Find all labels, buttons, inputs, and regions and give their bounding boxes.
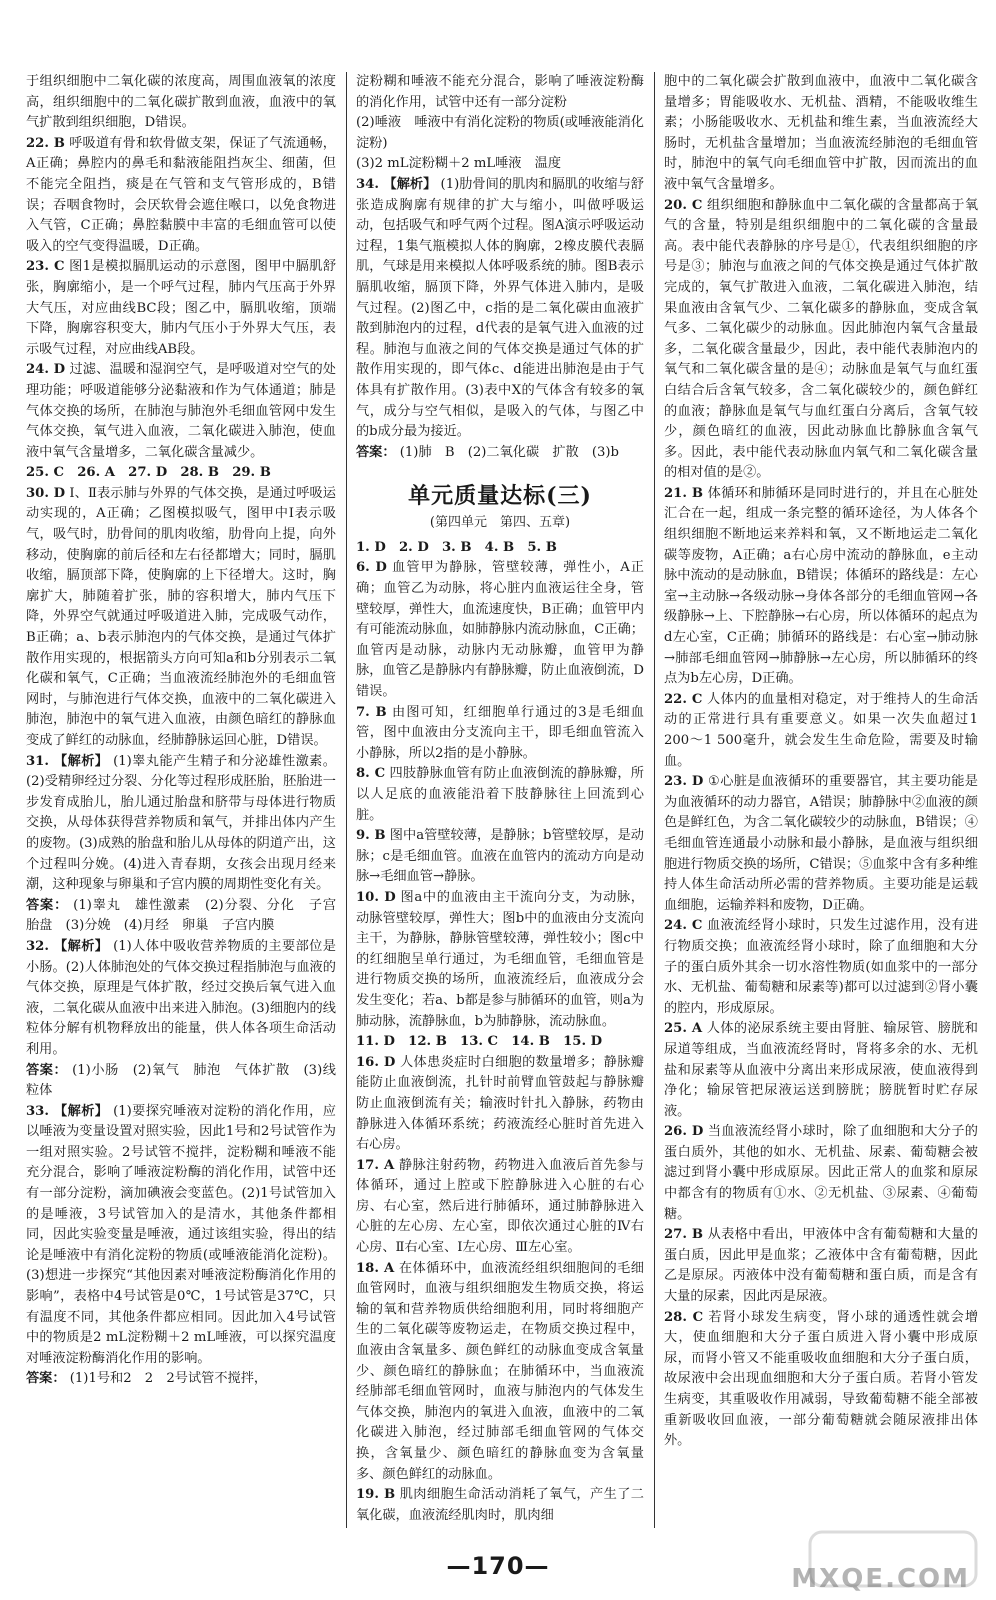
item-number: 32. 【解析】 xyxy=(26,938,109,954)
item-number: 20. C xyxy=(664,197,703,213)
item-number: 25. C 26. A 27. D 28. B 29. B xyxy=(26,465,271,481)
answer-item xyxy=(26,752,336,896)
item-text: 人体的泌尿系统主要由肾脏、输尿管、膀胱和尿道等组成，当血液流经肾时，肾将多余的水、无机盐和尿素等从血液中分离出来形成尿液，使血液得到净化；输尿管把尿液运送到膀胱；膀胱暂时贮存尿液。 xyxy=(664,1021,978,1119)
item-text: 人体患炎症时白细胞的数量增多；静脉瓣能防止血液倒流，扎针时前臂血管鼓起与静脉瓣防止血液倒流有关；输液时针扎入静脉，药物由静脉进入体循环系统；药液流经心脏时首先进入右心房。 xyxy=(356,1054,644,1153)
column-divider-right xyxy=(654,72,655,1528)
item-text: (1)肋骨间的肌肉和膈肌的收缩与舒张造成胸廓有规律的扩大与缩小，叫做呼吸运动，包括吸气和呼气两个过程。图A演示呼吸运动过程，1集气瓶模拟人体的胸廓，2橡皮膜代表膈肌，气球是用来模拟人体呼吸系统的肺。图B表示膈肌收缩，膈顶下降，外界气体进入肺内，是吸气过程。(2)图乙中，c指的是二氧化碳由血液扩散到肺泡内的过程，d代表的是氧气进入血液的过程。肺泡与血液之间的气体交换是通过气体的扩散作用实现的，即气体c、d能进出肺泡是由于气体具有扩散作用。(3)表中X的气体含有较多的氧气，成分与空气相似，是吸入的气体，与图乙中的b成分最为接近。 xyxy=(356,176,644,440)
watermark-text: MXQE.COM xyxy=(791,1564,970,1594)
column-divider-left xyxy=(346,72,347,1528)
item-text: 在体循环中，血液流经组织细胞间的毛细血管网时，血液与组织细胞发生物质交换，将运输的氧和营养物质供给细胞利用，同时将细胞产生的二氧化碳等废物运走，在物质交换过程中，血液由含氧量多、颜色鲜红的动脉血变成含氧量少、颜色暗红的静脉血；在肺循环中，当血液流经肺部毛细血管网时，血液与肺泡内的气体发生气体交换，肺泡内的氧进入血液，血液中的二氧化碳进入肺泡，经过肺部毛细血管网的气体交换，含氧量少、颜色暗红的静脉血变为含氧量多、颜色鲜红的动脉血。 xyxy=(356,1260,644,1482)
item-text: 静脉注射药物，药物进入血液后首先参与体循环，通过上腔或下腔静脉进入心脏的右心房、右心室，然后进行肺循环，通过肺静脉进入心脏的左心房、左心室，即依次通过心脏的Ⅳ右心房、Ⅱ右心室、Ⅰ左心房、Ⅲ左心室。 xyxy=(356,1157,644,1256)
item-text: 呼吸道有骨和软骨做支架，保证了气流通畅，A正确；鼻腔内的鼻毛和黏液能阻挡灰尘、细菌，但不能完全阻挡，痰是在气管和支气管形成的，B错误；吞咽食物时，会厌软骨会遮住喉口，以免食物进入气管，C正确；鼻腔黏膜中丰富的毛细血管可以使吸入的空气变得温暖，D正确。 xyxy=(26,135,336,254)
item-number: 10. D xyxy=(356,889,396,905)
answer-item xyxy=(356,1156,644,1259)
answer-item xyxy=(356,443,644,464)
item-text: (1)睾丸 雄性激素 (2)分裂、分化 子宫 胎盘 (3)分娩 (4)月经 卵巢 子宫内膜 xyxy=(26,897,350,934)
item-number: 8. C xyxy=(356,766,386,782)
item-number: 28. C xyxy=(664,1309,704,1325)
item-text: 过滤、温暖和湿润空气，是呼吸道对空气的处理功能；呼吸道能够分泌黏液和作为气体通道；肺是气体交换的场所，在肺泡与肺泡外毛细血管网中发生气体交换，氧气进入血液，二氧化碳进入肺泡，使血液中氧气含量增多，二氧化碳含量减少。 xyxy=(26,362,336,460)
item-number: 19. B xyxy=(356,1487,396,1503)
section-subtitle: (第四单元 第四、五章) xyxy=(429,515,571,531)
item-text: ①心脏是血液循环的重要器官，其主要功能是为血液循环的动力器官，A错误；肺静脉中②血液的颜色是鲜红色，为含二氧化碳较少的动脉血，B错误；④毛细血管连通最小动脉和最小静脉，是血液与组织细胞进行物质交换的场所，C错误；⑤血浆中含有多种维持人体生命活动所必需的营养物质。主要功能是运载血细胞，运输养料和废物，D正确。 xyxy=(664,774,978,913)
item-number: 11. D 12. B 13. C 14. B 15. D xyxy=(356,1034,603,1050)
answer-item xyxy=(664,1019,978,1122)
item-number: 34. 【解析】 xyxy=(356,176,437,192)
item-text: (1)小肠 (2)氧气 肺泡 气体扩散 (3)线粒体 xyxy=(26,1062,336,1099)
item-text: 胞中的二氧化碳会扩散到血液中，血液中二氧化碳含量增多；胃能吸收水、无机盐、酒精，不能吸收维生素；小肠能吸收水、无机盐和维生素，当血液流经大肠时，无机盐含量增加；当血液流经肺泡的毛细血管时，肺泡中的氧气向毛细血管中扩散，因而流出的血液中氧气含量增多。 xyxy=(664,74,978,192)
item-number: 17. A xyxy=(356,1157,395,1173)
answer-item xyxy=(356,703,644,765)
answer-item xyxy=(664,484,978,690)
middle-column xyxy=(352,72,648,1528)
item-text: 淀粉糊和唾液不能充分混合，影响了唾液淀粉酶的消化作用，试管中还有一部分淀粉 xyxy=(356,74,644,110)
item-number: 31. 【解析】 xyxy=(26,753,109,769)
item-number: 9. B xyxy=(356,828,386,844)
item-text: (1)1号和2 2 2号试管不搅拌， xyxy=(69,1371,268,1387)
item-number: 26. D xyxy=(664,1124,704,1140)
answer-item xyxy=(356,1053,644,1156)
answer-item xyxy=(664,772,978,916)
item-number: 25. A xyxy=(664,1021,703,1037)
answer-item xyxy=(664,1225,978,1307)
item-text: (1)肺 B (2)二氧化碳 扩散 (3)b xyxy=(399,444,620,460)
answer-item xyxy=(664,1308,978,1452)
answer-item xyxy=(664,1122,978,1225)
answer-item xyxy=(26,463,336,484)
answer-item xyxy=(356,888,644,1032)
answer-item xyxy=(26,1102,336,1370)
item-number: 30. D xyxy=(26,485,66,501)
answer-item xyxy=(26,896,350,937)
answer-item xyxy=(356,113,644,154)
answer-item xyxy=(356,826,644,888)
answer-item xyxy=(356,558,644,702)
item-text: 从表格中看出，甲液体中含有葡萄糖和大量的蛋白质，因此甲是血浆；乙液体中含有葡萄糖，因此乙是原尿。丙液体中没有葡萄糖和蛋白质，而是含有大量的尿素，因此丙是尿液。 xyxy=(664,1227,978,1305)
item-text: (1)要探究唾液对淀粉的消化作用，应以唾液为变量设置对照实验，因此1号和2号试管作为一组对照实验。2号试管不搅拌，淀粉糊和唾液不能充分混合，影响了唾液淀粉酶的消化作用，试管中还有一部分淀粉，滴加碘液会变蓝色。(2)1号试管加入的是唾液，3号试管加入的是清水，其他条件都相同，因此实验变量是唾液，通过该组实验，得出的结论是唾液中有消化淀粉的物质(或唾液能消化淀粉)。(3)想进一步探究“其他因素对唾液淀粉酶消化作用的影响”，表格中4号试管是0℃，1号试管是37℃，只有温度不同，其他条件都应相同。因此加入4号试管中的物质是2 mL淀粉糊＋2 mL唾液，可以探究温度对唾液淀粉酶消化作用的影响。 xyxy=(26,1103,336,1366)
answer-item xyxy=(356,1485,644,1526)
item-number: 23. D xyxy=(664,774,704,790)
item-text: (1)睾丸能产生精子和分泌雄性激素。(2)受精卵经过分裂、分化等过程形成胚胎，胚胎进一步发育成胎儿，胎儿通过胎盘和脐带与母体进行物质交换，从母体获得营养物质和氧气，并排出体内产生的废物。(3)成熟的胎盘和胎儿从母体的阴道产出，这个过程叫分娩。(4)进入青春期，女孩会出现月经来潮，这种现象与卵巢和子宫内膜的周期性变化有关。 xyxy=(26,753,336,893)
answer-item xyxy=(26,72,336,134)
item-text: 人体内的血量相对稳定，对于维持人的生命活动的正常进行具有重要意义。如果一次失血超过1 200～1 500毫升，就会发生生命危险，需要及时输血。 xyxy=(664,691,979,769)
item-text: 组织细胞和静脉血中二氧化碳的含量都高于氧气的含量，特别是组织细胞中的二氧化碳的含量最高。表中能代表静脉的序号是①，代表组织细胞的序号是③；肺泡与血液之间的气体交换是通过气体扩散完成的，氧气扩散进入血液，二氧化碳进入肺泡，结果血液由含氧气少、二氧化碳多的静脉血，变成含氧气多、二氧化碳少的动脉血。因此肺泡内氧气含量最多，二氧化碳含量最少，因此，表中能代表肺泡内的氧气和二氧化碳含量的是④；动脉血是氧气与血红蛋白结合后含氧气较多，含二氧化碳较少的，颜色鲜红的血液；静脉血是氧气与血红蛋白分离后，含氧气较少，颜色暗红的血液，因此动脉血比静脉血含氧气多。因此，表中能代表动脉血内氧气和二氧化碳含量的相对值的是②。 xyxy=(664,197,979,481)
middle-column-top xyxy=(356,72,644,463)
answer-item xyxy=(356,538,644,559)
item-text: (1)人体中吸收营养物质的主要部位是小肠。(2)人体肺泡处的气体交换过程指肺泡与血液的气体交换，原理是气体扩散，经过交换后氧气进入血液，二氧化碳从血液中出来进入肺泡。(3)细胞内的线粒体分解有机物释放出的能量，供人体各项生命活动利用。 xyxy=(26,938,336,1057)
item-text: 图中a管壁较薄，是静脉；b管壁较厚，是动脉；c是毛细血管。血液在血管内的流动方向是动脉→毛细血管→静脉。 xyxy=(356,828,644,885)
answer-item xyxy=(356,154,644,175)
item-text: 肌肉细胞生命活动消耗了氧气，产生了二氧化碳，血液流经肌肉时，肌肉细 xyxy=(356,1487,644,1523)
item-text: 体循环和肺循环是同时进行的，并且在心脏处汇合在一起，组成一条完整的循环途径，为人体各个组织细胞不断地运来养料和氧，又不断地运走二氧化碳等废物，A正确；a右心房中流动的静脉血，e主动脉中流动的是动脉血，B错误；体循环的路线是：左心室→主动脉→各级动脉→身体各部分的毛细血管网→各级静脉→上、下腔静脉→右心房，所以体循环的起点为d左心室，C正确；肺循环的路线是：右心室→肺动脉→肺部毛细血管网→肺静脉→左心房，所以肺循环的终点为b左心房，D正确。 xyxy=(664,485,978,687)
item-number: 33. 【解析】 xyxy=(26,1103,109,1119)
answer-item xyxy=(664,196,978,484)
item-number: 18. A xyxy=(356,1260,395,1276)
answer-item xyxy=(26,937,336,1061)
answer-item xyxy=(26,484,336,752)
page-number: —170— xyxy=(446,1552,550,1580)
item-text: 四肢静脉血管有防止血液倒流的静脉瓣，所以人足底的血液能沿着下肢静脉往上回流到心脏。 xyxy=(356,766,644,823)
item-text: Ⅰ、Ⅱ表示肺与外界的气体交换，是通过呼吸运动实现的，A正确；乙图模拟吸气，图甲中Ⅰ表示吸气，吸气时，肋骨间的肌肉收缩，肋骨向上提，向外移动，使胸廓的前后径和左右径都增大；同时，膈肌收缩，膈顶部下降，使胸廓的上下径增大。这时，胸廓扩大，肺随着扩张，肺的容积增大，肺内气压下降，外界空气就通过呼吸道进入肺，完成吸气动作，B正确；a、b表示肺泡内的气体交换，是通过气体扩散作用实现的，根据箭头方向可知a和b分别表示二氧化碳和氧气，C正确；当血液流经肺泡外的毛细血管网时，与肺泡进行气体交换，血液中的二氧化碳进入肺泡，肺泡中的氧气进入血液，由颜色暗红的静脉血变成了鲜红的动脉血，经肺静脉运回心脏，D错误。 xyxy=(26,485,336,748)
right-column xyxy=(660,72,982,1528)
left-column xyxy=(22,72,350,1528)
item-text: 图a中的血液由主干流向分支，为动脉，动脉管壁较厚，弹性大；图b中的血液由分支流向主干，为静脉，静脉管壁较薄，弹性较小；图c中的红细胞呈单行通过，为毛细血管，毛细血管是进行物质交换的场所，血液流经后，血液成分会发生变化；若a、b都是参与肺循环的血管，则a为肺动脉，流静脉血，b为肺静脉，流动脉血。 xyxy=(356,889,644,1029)
item-text: 于组织细胞中二氧化碳的浓度高，周围血液氧的浓度高，组织细胞中的二氧化碳扩散到血液，血液中的氧气扩散到组织细胞，D错误。 xyxy=(26,74,336,131)
item-number: 22. C xyxy=(664,691,703,707)
item-number: 22. B xyxy=(26,135,65,151)
item-number: 答案： xyxy=(356,444,396,460)
section-title: 单元质量达标(三) xyxy=(408,483,592,510)
item-text: 血液流经肾小球时，只发生过滤作用，没有进行物质交换；血液流经肾小球时，除了血细胞和大分子的蛋白质外其余一切水溶性物质(如血浆中的一部分水、无机盐、葡萄糖和尿素等)都可以过滤到②肾小囊的腔内，形成原尿。 xyxy=(664,918,979,1016)
item-number: 7. B xyxy=(356,704,387,720)
item-number: 24. D xyxy=(26,362,66,378)
answer-item xyxy=(26,1061,336,1102)
item-text: 血管甲为静脉，管壁较薄，弹性小，A正确；血管乙为动脉，将心脏内血液运往全身，管壁较厚，弹性大，血流速度快，B正确；血管甲内有可能流动脉血，如肺静脉内流动脉血，C正确；血管丙是动脉，动脉内无动脉瓣，血管甲为静脉，血管乙是静脉内有静脉瓣，防止血液倒流，D错误。 xyxy=(356,560,644,700)
answer-item xyxy=(664,72,978,196)
item-number: 16. D xyxy=(356,1054,396,1070)
answer-item xyxy=(356,764,644,826)
answer-item xyxy=(664,690,978,772)
item-number: 答案： xyxy=(26,897,69,913)
item-number: 答案： xyxy=(26,1371,66,1387)
item-number: 6. D xyxy=(356,560,387,576)
item-text: 由图可知，红细胞单行通过的3是毛细血管，图中血液由分支流向主干，即毛细血管流入小静脉，所以2指的是小静脉。 xyxy=(356,704,644,761)
item-text: (2)唾液 唾液中有消化淀粉的物质(或唾液能消化淀粉) xyxy=(356,115,644,151)
answer-item xyxy=(356,72,644,113)
item-text: 当血液流经肾小球时，除了血细胞和大分子的蛋白质外，其他的如水、无机盐、尿素、葡萄糖会被滤过到肾小囊中形成原尿。因此正常人的血浆和原尿中都含有的物质有①水、②无机盐、③尿素、④葡萄糖。 xyxy=(664,1124,978,1222)
answer-item xyxy=(356,175,644,443)
answer-item xyxy=(26,134,336,258)
answer-item xyxy=(664,916,978,1019)
answer-item xyxy=(26,257,336,360)
item-text: (3)2 mL淀粉糊＋2 mL唾液 温度 xyxy=(356,156,562,172)
item-text: 图1是模拟膈肌运动的示意图，图甲中膈肌舒张，胸廓缩小，是一个呼气过程，肺内气压高于外界大气压，对应曲线BC段；图乙中，膈肌收缩，顶端下降，胸廓容积变大，肺内气压小于外界大气压，表示吸气过程，对应曲线AB段。 xyxy=(26,259,337,357)
item-number: 24. C xyxy=(664,918,703,934)
item-number: 1. D 2. D 3. B 4. B 5. B xyxy=(356,539,557,555)
item-text: 若肾小球发生病变，肾小球的通透性就会增大，使血细胞和大分子蛋白质进入肾小囊中形成原尿，而肾小管又不能重吸收血细胞和大分子蛋白质，故尿液中会出现血细胞和大分子蛋白质。若肾小管发生病变，其重吸收作用减弱，导致葡萄糖不能全部被重新吸收回血液，一部分葡萄糖就会随尿液排出体外。 xyxy=(664,1309,979,1449)
answer-item xyxy=(356,1032,644,1053)
item-number: 答案： xyxy=(26,1062,68,1078)
item-number: 23. C xyxy=(26,259,65,275)
item-number: 27. B xyxy=(664,1227,704,1243)
answer-item xyxy=(26,360,336,463)
item-number: 21. B xyxy=(664,485,704,501)
answer-item xyxy=(356,1259,644,1486)
answer-item xyxy=(26,1369,336,1390)
middle-column-bottom xyxy=(356,538,644,1527)
